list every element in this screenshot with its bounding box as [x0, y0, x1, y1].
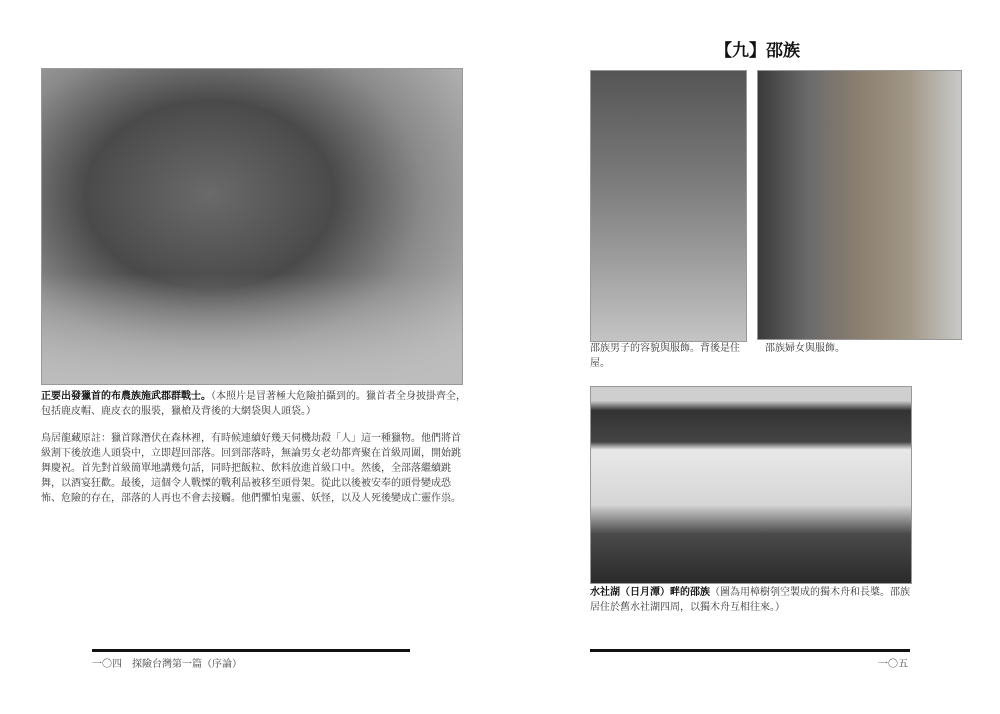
section-title: 【九】邵族 — [715, 41, 800, 61]
caption-lake-title: 水社湖（日月潭）畔的邵族 — [590, 587, 710, 598]
photo-bunun-warriors — [41, 68, 463, 385]
page-folio-right: 一〇五 — [878, 659, 908, 670]
page-folio-left: 一〇四 探險台灣第一篇（序論） — [92, 659, 242, 670]
footer-rule-right — [590, 649, 910, 652]
caption-title: 正要出發獵首的布農族施武郡群戰士。 — [41, 391, 211, 402]
photo-caption — [41, 389, 466, 419]
caption-woman: 邵族婦女與服飾。 — [765, 343, 845, 354]
footer-rule — [92, 649, 410, 652]
photo-thao-man — [590, 70, 747, 342]
photo-sun-moon-lake — [590, 386, 912, 584]
body-paragraph: 鳥居龍藏原註：獵首隊潛伏在森林裡，有時候連續好幾天伺機劫殺「人」這一種獵物。他們將首級割下後放進人頭袋中，立即趕回部落。回到部落時，無論男女老幼都齊聚在首級周圍，開始跳舞慶祝。首先對首級簡單地講幾句話，同時把飯粒、飲料放進首級口中。然後，全部落繼續跳舞，以酒宴狂歡。最後，這個令人戰慄的戰利品被移至頭骨架。從此以後被安奉的頭骨變成恐怖、危險的存在，部落的人再也不會去接觸。他們懼怕鬼靈、妖怪，以及人死後變成亡靈作祟。 — [41, 433, 461, 504]
caption-lake-note: （圖為用樟樹刳空製成的獨木舟和長槳。邵族居住於舊水社湖四周，以獨木舟互相往來。） — [590, 587, 910, 613]
caption-lake — [590, 585, 915, 615]
caption-note: （本照片是冒著極大危險拍攝到的。獵首者全身披掛齊全，包括鹿皮帽、鹿皮衣的服裝，獵槍及背後的大網袋與人頭袋。） — [41, 391, 466, 417]
photo-thao-woman — [757, 70, 962, 340]
caption-man: 邵族男子的容貌與服飾。背後是住屋。 — [590, 343, 740, 369]
